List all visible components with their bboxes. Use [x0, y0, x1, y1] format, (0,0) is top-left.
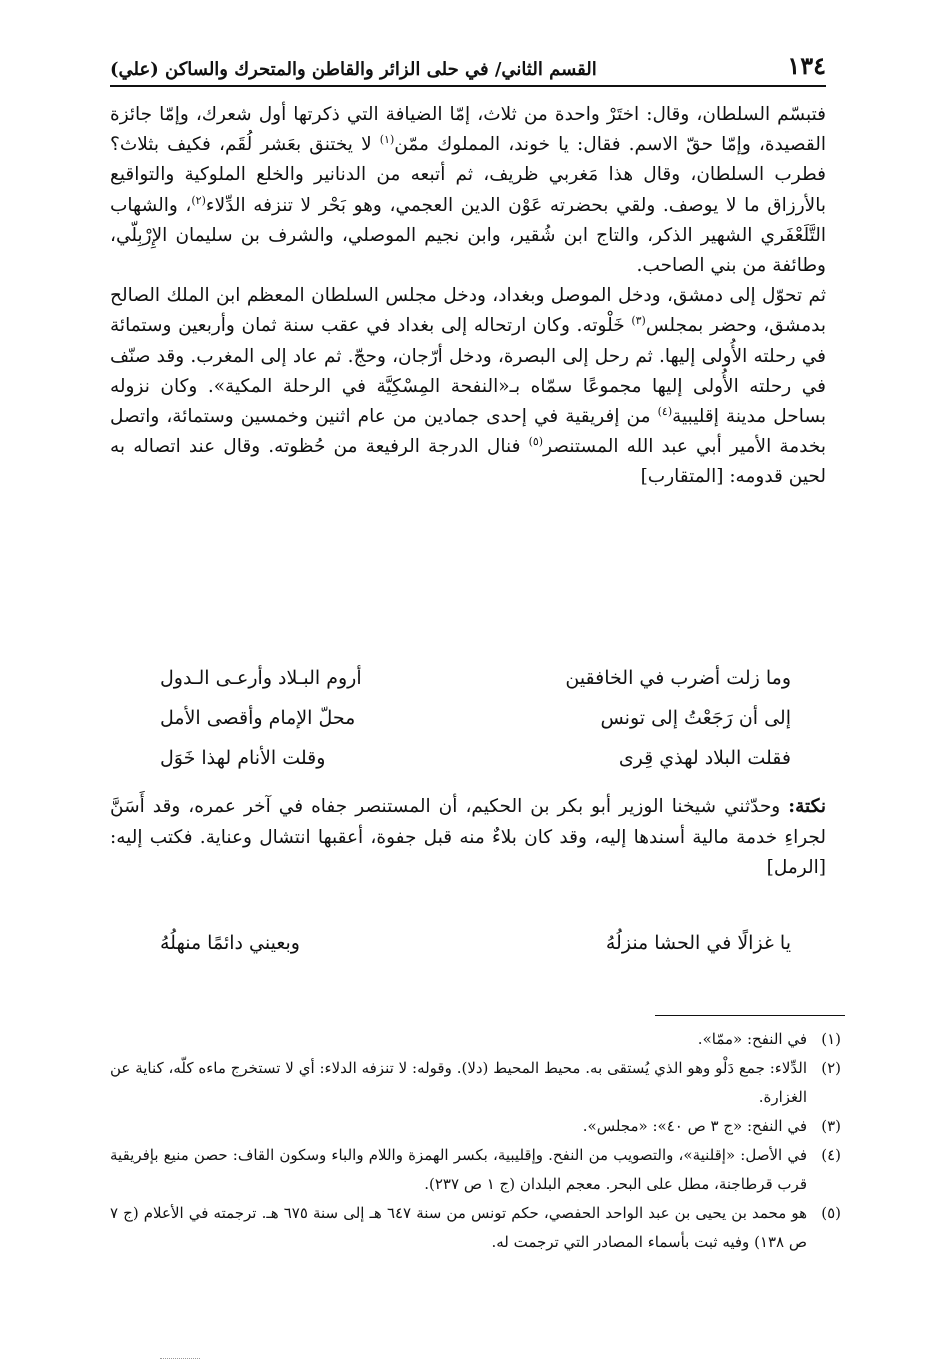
footnote-number: (٥) [821, 1204, 841, 1222]
nukta-section [110, 792, 826, 884]
nukta-heading: نكتة: [788, 796, 826, 817]
paragraph-1-part-2: لا يختنق بعَشر لُقَم، فكيف بثلاث؟ فطرب السلطان، وقال هذا مَغربي ظريف، ثم أتبعه من الدنانير والخلع الملوكية والتواقيع بالأرزاق ما لا يوصف. ولقي بحضرته عَوْن الدين العجمي، وهو بَحْر لا تنزفه الدِّلاء [110, 134, 826, 216]
paragraph-2-part-2: خَلْوته. وكان ارتحاله إلى بغداد في عقب سنة ثمان وأربعين وستمائة في رحلته الأُولى إليها. ثم رحل إلى البصرة، ودخل أرّجان، وحجّ. ثم عاد إلى المغرب. وقد صنّف في رحلته الأُولى إليها مجموعًا سمّاه بـ«النفحة المِسْكِيَّة في الرحلة المكية». وكان نزوله بساحل مدينة إقليبية [110, 315, 826, 428]
footnote-text: الدِّلاء: جمع دَلْو وهو الذي يُستقى به. محيط المحيط (دلا). وقوله: لا تنزفه الدلاء: أي لا تستخرج ماءه كلّه، كناية عن الغزارة. [110, 1059, 807, 1106]
footnote-text: في الأصل: «إقلنية»، والتصويب من النفح. وإقليبية، بكسر الهمزة واللام والباء وسكون القاف: حصن منيع بإفريقية قرب قرطاجنة، مطل على البحر. معجم البلدان (ج ١ ص ٢٣٧). [110, 1146, 808, 1193]
paragraph-2 [110, 281, 826, 492]
footnote-separator [655, 1015, 845, 1016]
verse-line [160, 738, 791, 778]
footnote-text: في النفح: «ج ٣ ص ٤٠»: «مجلس». [582, 1117, 807, 1135]
poem-mutaqarib [160, 658, 791, 778]
verse-line [160, 923, 791, 963]
verse-line [160, 698, 791, 738]
footnote-ref-1: (١) [379, 133, 395, 147]
poem-ramal [160, 923, 791, 963]
page-number: ١٣٤ [787, 51, 826, 80]
paragraph-1-part-3: ، والشهاب التَّلَعْفَري الشهير الذكر، والتاج ابن شُقير، وابن نجيم الموصلي، والشرف بن سليمان الإِرْبِلّي، وطائفة من بني الصاحب. [110, 194, 826, 277]
paragraph-2-part-1: ثم تحوّل إلى دمشق، ودخل الموصل وبغداد، ودخل مجلس السلطان المعظم ابن الملك الصالح بدمشق، وحضر بمجلس [110, 285, 826, 337]
verse-second-hemistich: وبعيني دائمًا منهلُهُ [160, 932, 300, 954]
footnote-ref-3: (٣) [631, 314, 646, 328]
footnote-ref-2: (٢) [191, 193, 206, 207]
footnote-4 [110, 1141, 841, 1199]
footnote-number: (١) [821, 1030, 841, 1048]
footnote-2 [110, 1054, 841, 1112]
scan-artifact [160, 1358, 200, 1360]
verse-second-hemistich: أروم البـلاد وأرعـى الـدول [160, 667, 362, 689]
verse-first-hemistich: إلى أن رَجَعْتُ إلى تونس [600, 707, 791, 729]
footnote-number: (٢) [821, 1059, 841, 1077]
footnote-1 [110, 1025, 841, 1054]
verse-line [160, 658, 791, 698]
paragraph-2-part-3: من إفريقية في إحدى جمادين من عام اثنين وخمسين وستمائة، واتصل بخدمة الأمير أبي عبد الله المستنصر [110, 406, 826, 458]
running-title: القسم الثاني/ في حلى الزائر والقاطن والمتحرك والساكن (علي) [110, 59, 597, 80]
paragraph-1-part-1: فتبسّم السلطان، وقال: اختَرْ واحدة من ثلاث، إمّا الضيافة التي ذكرتها أول شعرك، وإمّا جائزة القصيدة، وإمّا حقّ الاسم. فقال: يا خوند، المملوك ممّن [110, 104, 826, 156]
paragraph-2-part-4: فنال الدرجة الرفيعة من حُظوته. وقال عند اتصاله به لحين قدومه: [110, 436, 826, 488]
header-rule [110, 85, 826, 87]
verse-second-hemistich: محلّ الإمام وأقصى الأمل [160, 707, 356, 729]
verse-first-hemistich: فقلت البلاد لهذي قِرى [618, 747, 791, 769]
verse-second-hemistich: وقلت الأنام لهذا خَوَل [160, 747, 326, 769]
footnote-ref-5: (٥) [528, 435, 544, 449]
meter-label-ramal: [الرمل] [766, 857, 826, 878]
footnote-3 [110, 1112, 841, 1141]
footnote-number: (٤) [821, 1146, 841, 1164]
paragraph-1 [110, 100, 826, 281]
footnote-text: هو محمد بن يحيى بن عبد الواحد الحفصي، حكم تونس من سنة ٦٤٧ هـ إلى سنة ٦٧٥ هـ. ترجمته في الأعلام (ج ٧ ص ١٣٨) وفيه ثبت بأسماء المصادر التي ترجمت له. [110, 1204, 807, 1251]
footnote-5 [110, 1199, 841, 1257]
footnote-text: في النفح: «ممّا». [697, 1030, 807, 1048]
footnotes [110, 1025, 841, 1257]
main-text [110, 100, 826, 493]
meter-label-mutaqarib: [المتقارب] [640, 466, 724, 488]
nukta-text: وحدّثني شيخنا الوزير أبو بكر بن الحكيم، أن المستنصر جفاه في آخر عمره، وقد أَسَنَّ لجراءِ خدمة مالية أسندها إليه، وقد كان بلاءٌ منه قبل جفوة، أعقبها انتشال وعناية. فكتب إليه: [110, 796, 826, 848]
page-header [110, 40, 826, 80]
verse-first-hemistich: يا غزالًا في الحشا منزلُهُ [605, 932, 791, 954]
nukta-paragraph [110, 792, 826, 884]
footnote-ref-4: (٤) [657, 404, 673, 418]
footnote-number: (٣) [821, 1117, 841, 1135]
verse-first-hemistich: وما زلت أضرب في الخافقين [565, 667, 791, 689]
